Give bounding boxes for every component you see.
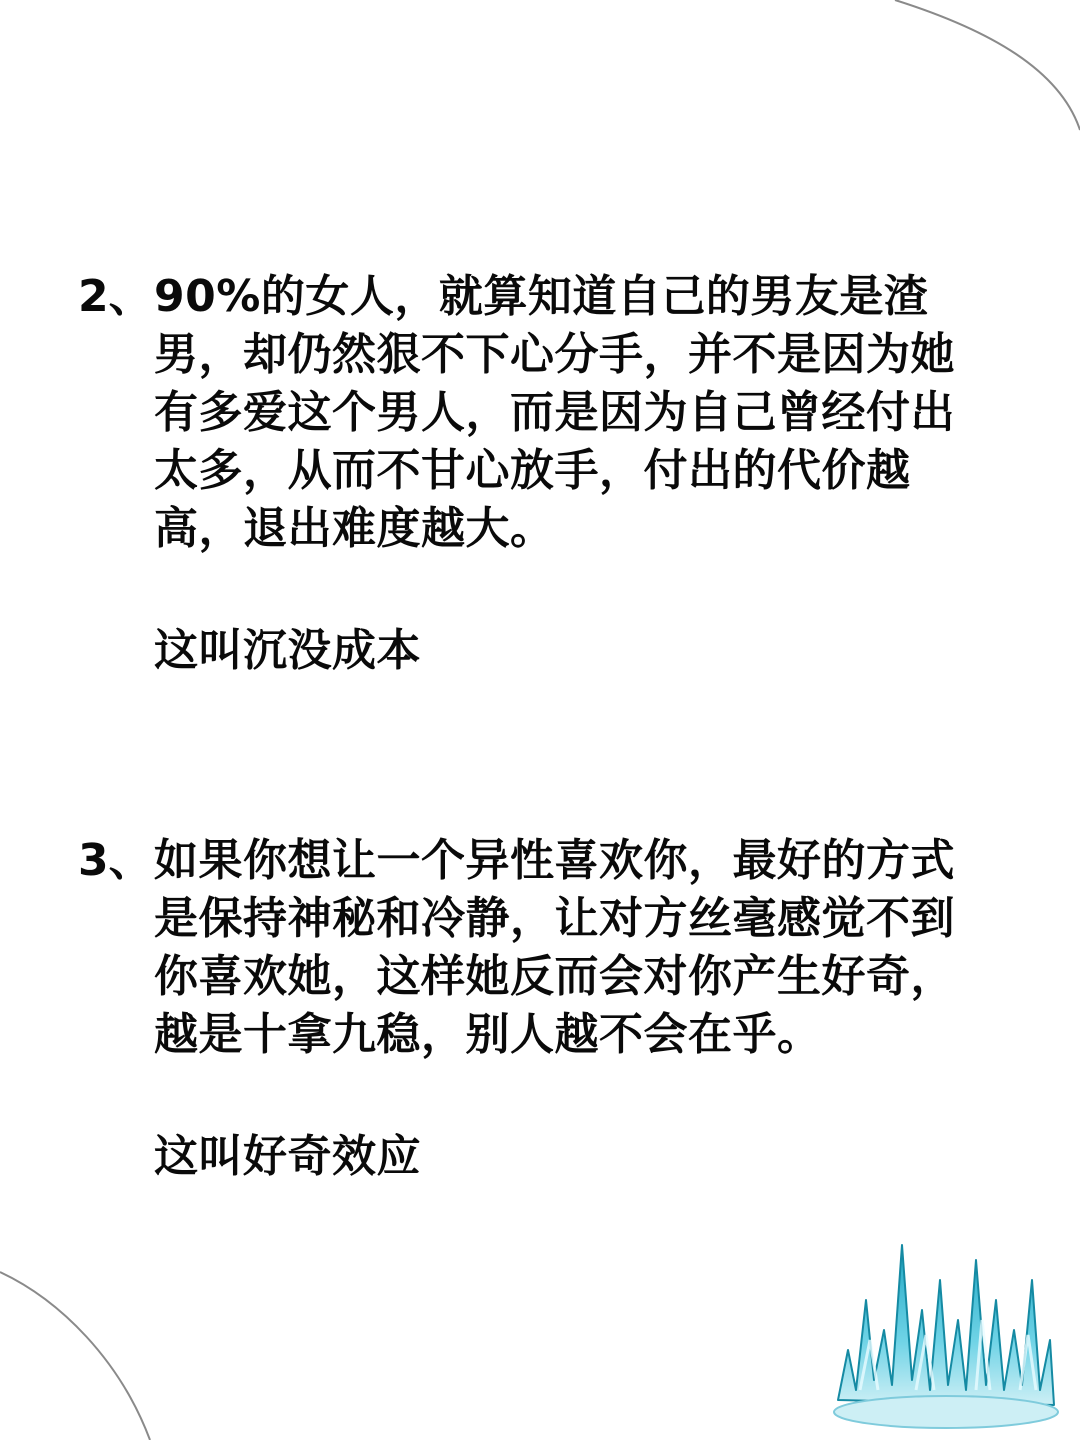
item-conclusion: 这叫好奇效应 bbox=[154, 1131, 421, 1182]
list-item bbox=[78, 268, 1018, 680]
item-text: 90%的女人，就算知道自己的男友是渣男，却仍然狠不下心分手，并不是因为她有多爱这个男人，而是因为自己曾经付出太多，从而不甘心放手，付出的代价越高，退出难度越大。 bbox=[154, 271, 955, 554]
item-number: 3、 bbox=[78, 835, 153, 886]
item-number: 2、 bbox=[78, 271, 153, 322]
top-right-curve bbox=[895, 0, 1080, 130]
bottom-left-curve bbox=[0, 1272, 150, 1440]
item-text: 如果你想让一个异性喜欢你，最好的方式是保持神秘和冷静，让对方丝毫感觉不到你喜欢她，这样她反而会对你产生好奇，越是十拿九稳，别人越不会在乎。 bbox=[154, 835, 955, 1060]
item-conclusion: 这叫沉没成本 bbox=[154, 625, 421, 676]
blue-flame-icon bbox=[826, 1240, 1062, 1430]
list-item bbox=[78, 832, 1018, 1186]
